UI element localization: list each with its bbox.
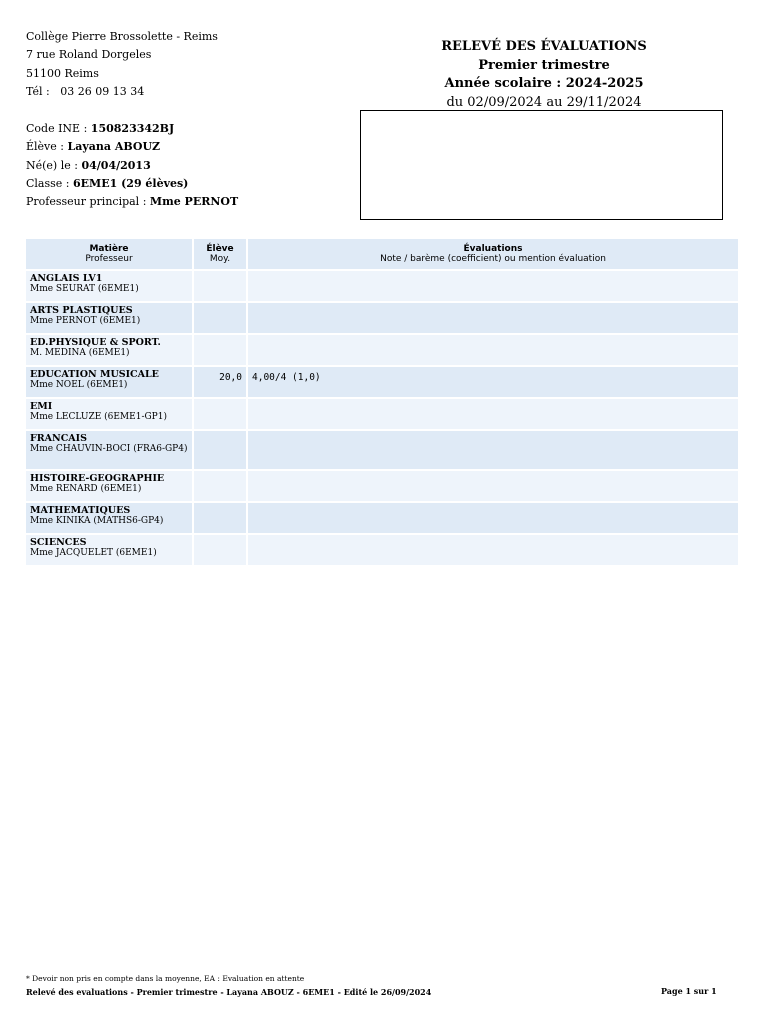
student-average xyxy=(194,335,246,365)
teacher-name: Mme LECLUZE (6EME1-GP1) xyxy=(30,412,167,422)
class-line xyxy=(26,175,238,193)
school-address xyxy=(26,28,218,101)
ine-line xyxy=(26,120,238,138)
evaluations-header: Évaluations Note / barème (coefficient) ou mention évaluation xyxy=(248,239,738,269)
head-teacher: Mme PERNOT xyxy=(149,195,239,209)
table-row xyxy=(26,471,738,501)
subject-cell xyxy=(26,471,192,501)
student-average xyxy=(194,271,246,301)
subject-cell xyxy=(26,399,192,429)
student-avg-header: Élève Moy. xyxy=(194,239,246,269)
student-average xyxy=(194,431,246,469)
phone-label: Tél : xyxy=(26,84,50,98)
table-row xyxy=(26,431,738,469)
evaluations-cell xyxy=(248,335,738,365)
teacher-name: M. MEDINA (6EME1) xyxy=(30,348,130,358)
student-average: 20,0 xyxy=(194,367,246,397)
class-value: 6EME1 (29 élèves) xyxy=(73,176,189,190)
subject-cell xyxy=(26,535,192,565)
page-number: Page 1 sur 1 xyxy=(661,986,717,996)
comment-box xyxy=(360,110,723,220)
teacher-name: Mme SEURAT (6EME1) xyxy=(30,284,139,294)
teacher-name: Mme KINIKA (MATHS6-GP4) xyxy=(30,516,164,526)
school-city: 51100 Reims xyxy=(26,66,99,80)
student-average xyxy=(194,399,246,429)
ine-value: 150823342BJ xyxy=(90,122,175,135)
evaluations-cell xyxy=(248,471,738,501)
subject-name: EMI xyxy=(30,401,53,412)
evaluations-cell xyxy=(248,303,738,333)
school-name: Collège Pierre Brossolette - Reims xyxy=(26,30,218,43)
name-label: Élève : xyxy=(26,140,64,154)
title-line1: RELEVÉ DES ÉVALUATIONS xyxy=(441,39,647,54)
teacher-name: Mme PERNOT (6EME1) xyxy=(30,316,141,326)
subject-name: ARTS PLASTIQUES xyxy=(30,305,133,316)
evaluations-cell xyxy=(248,535,738,565)
subject-name: FRANCAIS xyxy=(30,433,87,444)
evaluations-cell xyxy=(248,271,738,301)
title-line3: Année scolaire : 2024-2025 xyxy=(444,76,644,91)
evaluations-cell xyxy=(248,399,738,429)
head-teacher-line xyxy=(26,193,238,211)
subject-cell xyxy=(26,431,192,469)
subject-name: HISTOIRE-GEOGRAPHIE xyxy=(30,473,165,484)
grades-table xyxy=(24,237,740,567)
footer-line: Relevé des evaluations - Premier trimestre - Layana ABOUZ - 6EME1 - Edité le 26/09/2024 xyxy=(26,987,432,997)
student-info xyxy=(26,120,238,211)
subject-header: Matière Professeur xyxy=(26,239,192,269)
teacher-name: Mme NOEL (6EME1) xyxy=(30,380,128,390)
subject-cell xyxy=(26,367,192,397)
table-row xyxy=(26,271,738,301)
student-average xyxy=(194,303,246,333)
subject-cell xyxy=(26,303,192,333)
subject-name: MATHEMATIQUES xyxy=(30,505,131,516)
evaluations-cell xyxy=(248,503,738,533)
title-line2: Premier trimestre xyxy=(478,57,610,73)
school-street: 7 rue Roland Dorgeles xyxy=(26,48,152,62)
period: du 02/09/2024 au 29/11/2024 xyxy=(446,94,642,110)
table-row xyxy=(26,335,738,365)
subject-name: ED.PHYSIQUE & SPORT. xyxy=(30,337,161,348)
report-title xyxy=(360,38,728,112)
school-phone xyxy=(26,83,218,101)
subject-cell xyxy=(26,503,192,533)
table-row xyxy=(26,399,738,429)
teacher-name: Mme JACQUELET (6EME1) xyxy=(30,548,157,558)
evaluations-cell xyxy=(248,431,738,469)
subject-name: SCIENCES xyxy=(30,537,87,548)
ine-label: Code INE : xyxy=(26,122,88,135)
subject-name: EDUCATION MUSICALE xyxy=(30,369,159,380)
name-line xyxy=(26,138,238,156)
table-row xyxy=(26,535,738,565)
class-label: Classe : xyxy=(26,176,70,190)
footnote: * Devoir non pris en compte dans la moyenne, EA : Evaluation en attente xyxy=(26,974,305,983)
student-average xyxy=(194,535,246,565)
evaluations-cell: 4,00/4 (1,0) xyxy=(248,367,738,397)
head-teacher-label: Professeur principal : xyxy=(26,195,147,209)
table-row xyxy=(26,367,738,397)
birth-line xyxy=(26,157,238,175)
teacher-name: Mme RENARD (6EME1) xyxy=(30,484,142,494)
subject-name: ANGLAIS LV1 xyxy=(30,273,103,284)
birth-label: Né(e) le : xyxy=(26,158,78,172)
student-average xyxy=(194,471,246,501)
phone-number: 03 26 09 13 34 xyxy=(60,84,145,98)
table-row xyxy=(26,303,738,333)
subject-cell xyxy=(26,335,192,365)
subject-cell xyxy=(26,271,192,301)
table-row xyxy=(26,503,738,533)
teacher-name: Mme CHAUVIN-BOCI (FRA6-GP4) xyxy=(30,444,188,454)
birth-date: 04/04/2013 xyxy=(81,158,151,172)
student-average xyxy=(194,503,246,533)
table-header xyxy=(26,239,738,269)
student-name: Layana ABOUZ xyxy=(67,140,161,154)
